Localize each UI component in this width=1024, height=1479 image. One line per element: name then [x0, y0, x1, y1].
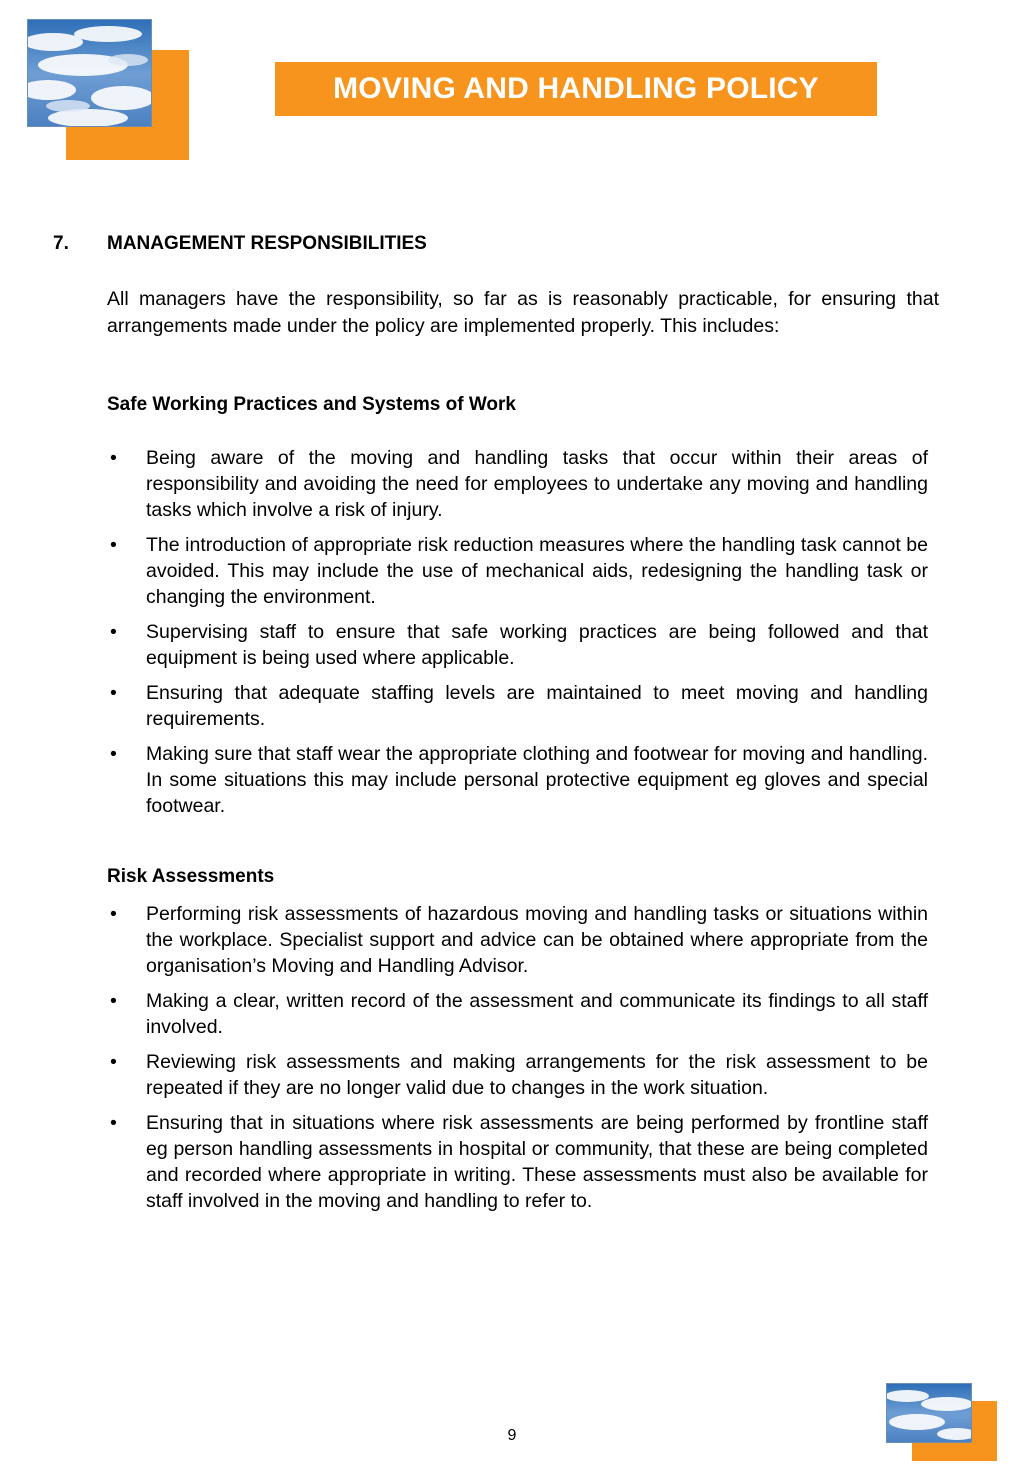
risk-assessments-list — [107, 901, 928, 1223]
list-item-text: Ensuring that adequate staffing levels are maintained to meet moving and handling requirements. — [146, 682, 928, 730]
list-item — [107, 1110, 928, 1214]
section-heading — [53, 233, 427, 255]
bullet-icon: • — [110, 990, 117, 1012]
sky-clouds-icon — [886, 1383, 972, 1443]
sky-clouds-icon — [27, 19, 152, 127]
list-item-text: Performing risk assessments of hazardous moving and handling tasks or situations within the workplace. Specialist support and advice can be obtained where appropriate from the organisation’s Moving and Handling Advisor. — [146, 903, 928, 977]
bullet-icon: • — [110, 621, 117, 643]
list-item — [107, 901, 928, 979]
list-item — [107, 988, 928, 1040]
bullet-icon: • — [110, 743, 117, 765]
bullet-icon: • — [110, 447, 117, 469]
page-number: 9 — [507, 1427, 517, 1444]
bullet-icon: • — [110, 903, 117, 925]
list-item-text: Making a clear, written record of the assessment and communicate its findings to all staff involved. — [146, 990, 928, 1038]
footer-logo — [886, 1383, 997, 1461]
list-item — [107, 741, 928, 819]
list-item — [107, 680, 928, 732]
page-title: MOVING AND HANDLING POLICY — [275, 62, 877, 116]
section-number: 7. — [53, 233, 69, 254]
list-item-text: Being aware of the moving and handling tasks that occur within their areas of responsibility and avoiding the need for employees to undertake any moving and handling tasks which involve a risk of injury. — [146, 447, 928, 521]
list-item-text: Ensuring that in situations where risk assessments are being performed by frontline staff eg person handling assessments in hospital or community, that these are being completed and recorded where appropriate in writing. These assessments must also be available for staff involved in the moving and handling to refer to. — [146, 1112, 928, 1212]
intro-paragraph: All managers have the responsibility, so far as is reasonably practicable, for ensuring that arrangements made under the policy are implemented properly. This includes: — [107, 288, 939, 337]
list-item-text: Supervising staff to ensure that safe working practices are being followed and that equipment is being used where applicable. — [146, 621, 928, 669]
bullet-icon: • — [110, 1051, 117, 1073]
bullet-icon: • — [110, 1112, 117, 1134]
safe-working-list — [107, 445, 928, 828]
list-item-text: The introduction of appropriate risk reduction measures where the handling task cannot be avoided. This may include the use of mechanical aids, redesigning the handling task or changing the environment. — [146, 534, 928, 608]
list-item-text: Reviewing risk assessments and making arrangements for the risk assessment to be repeated if they are no longer valid due to changes in the work situation. — [146, 1051, 928, 1099]
section-title: MANAGEMENT RESPONSIBILITIES — [107, 233, 427, 254]
bullet-icon: • — [110, 534, 117, 556]
subheading-safe-working: Safe Working Practices and Systems of Work — [107, 394, 516, 415]
bullet-icon: • — [110, 682, 117, 704]
subheading-risk-assessments: Risk Assessments — [107, 866, 275, 887]
list-item — [107, 619, 928, 671]
list-item-text: Making sure that staff wear the appropriate clothing and footwear for moving and handling. In some situations this may include personal protective equipment eg gloves and special footwear. — [146, 743, 928, 817]
logo — [27, 19, 189, 160]
list-item — [107, 1049, 928, 1101]
list-item — [107, 445, 928, 523]
list-item — [107, 532, 928, 610]
